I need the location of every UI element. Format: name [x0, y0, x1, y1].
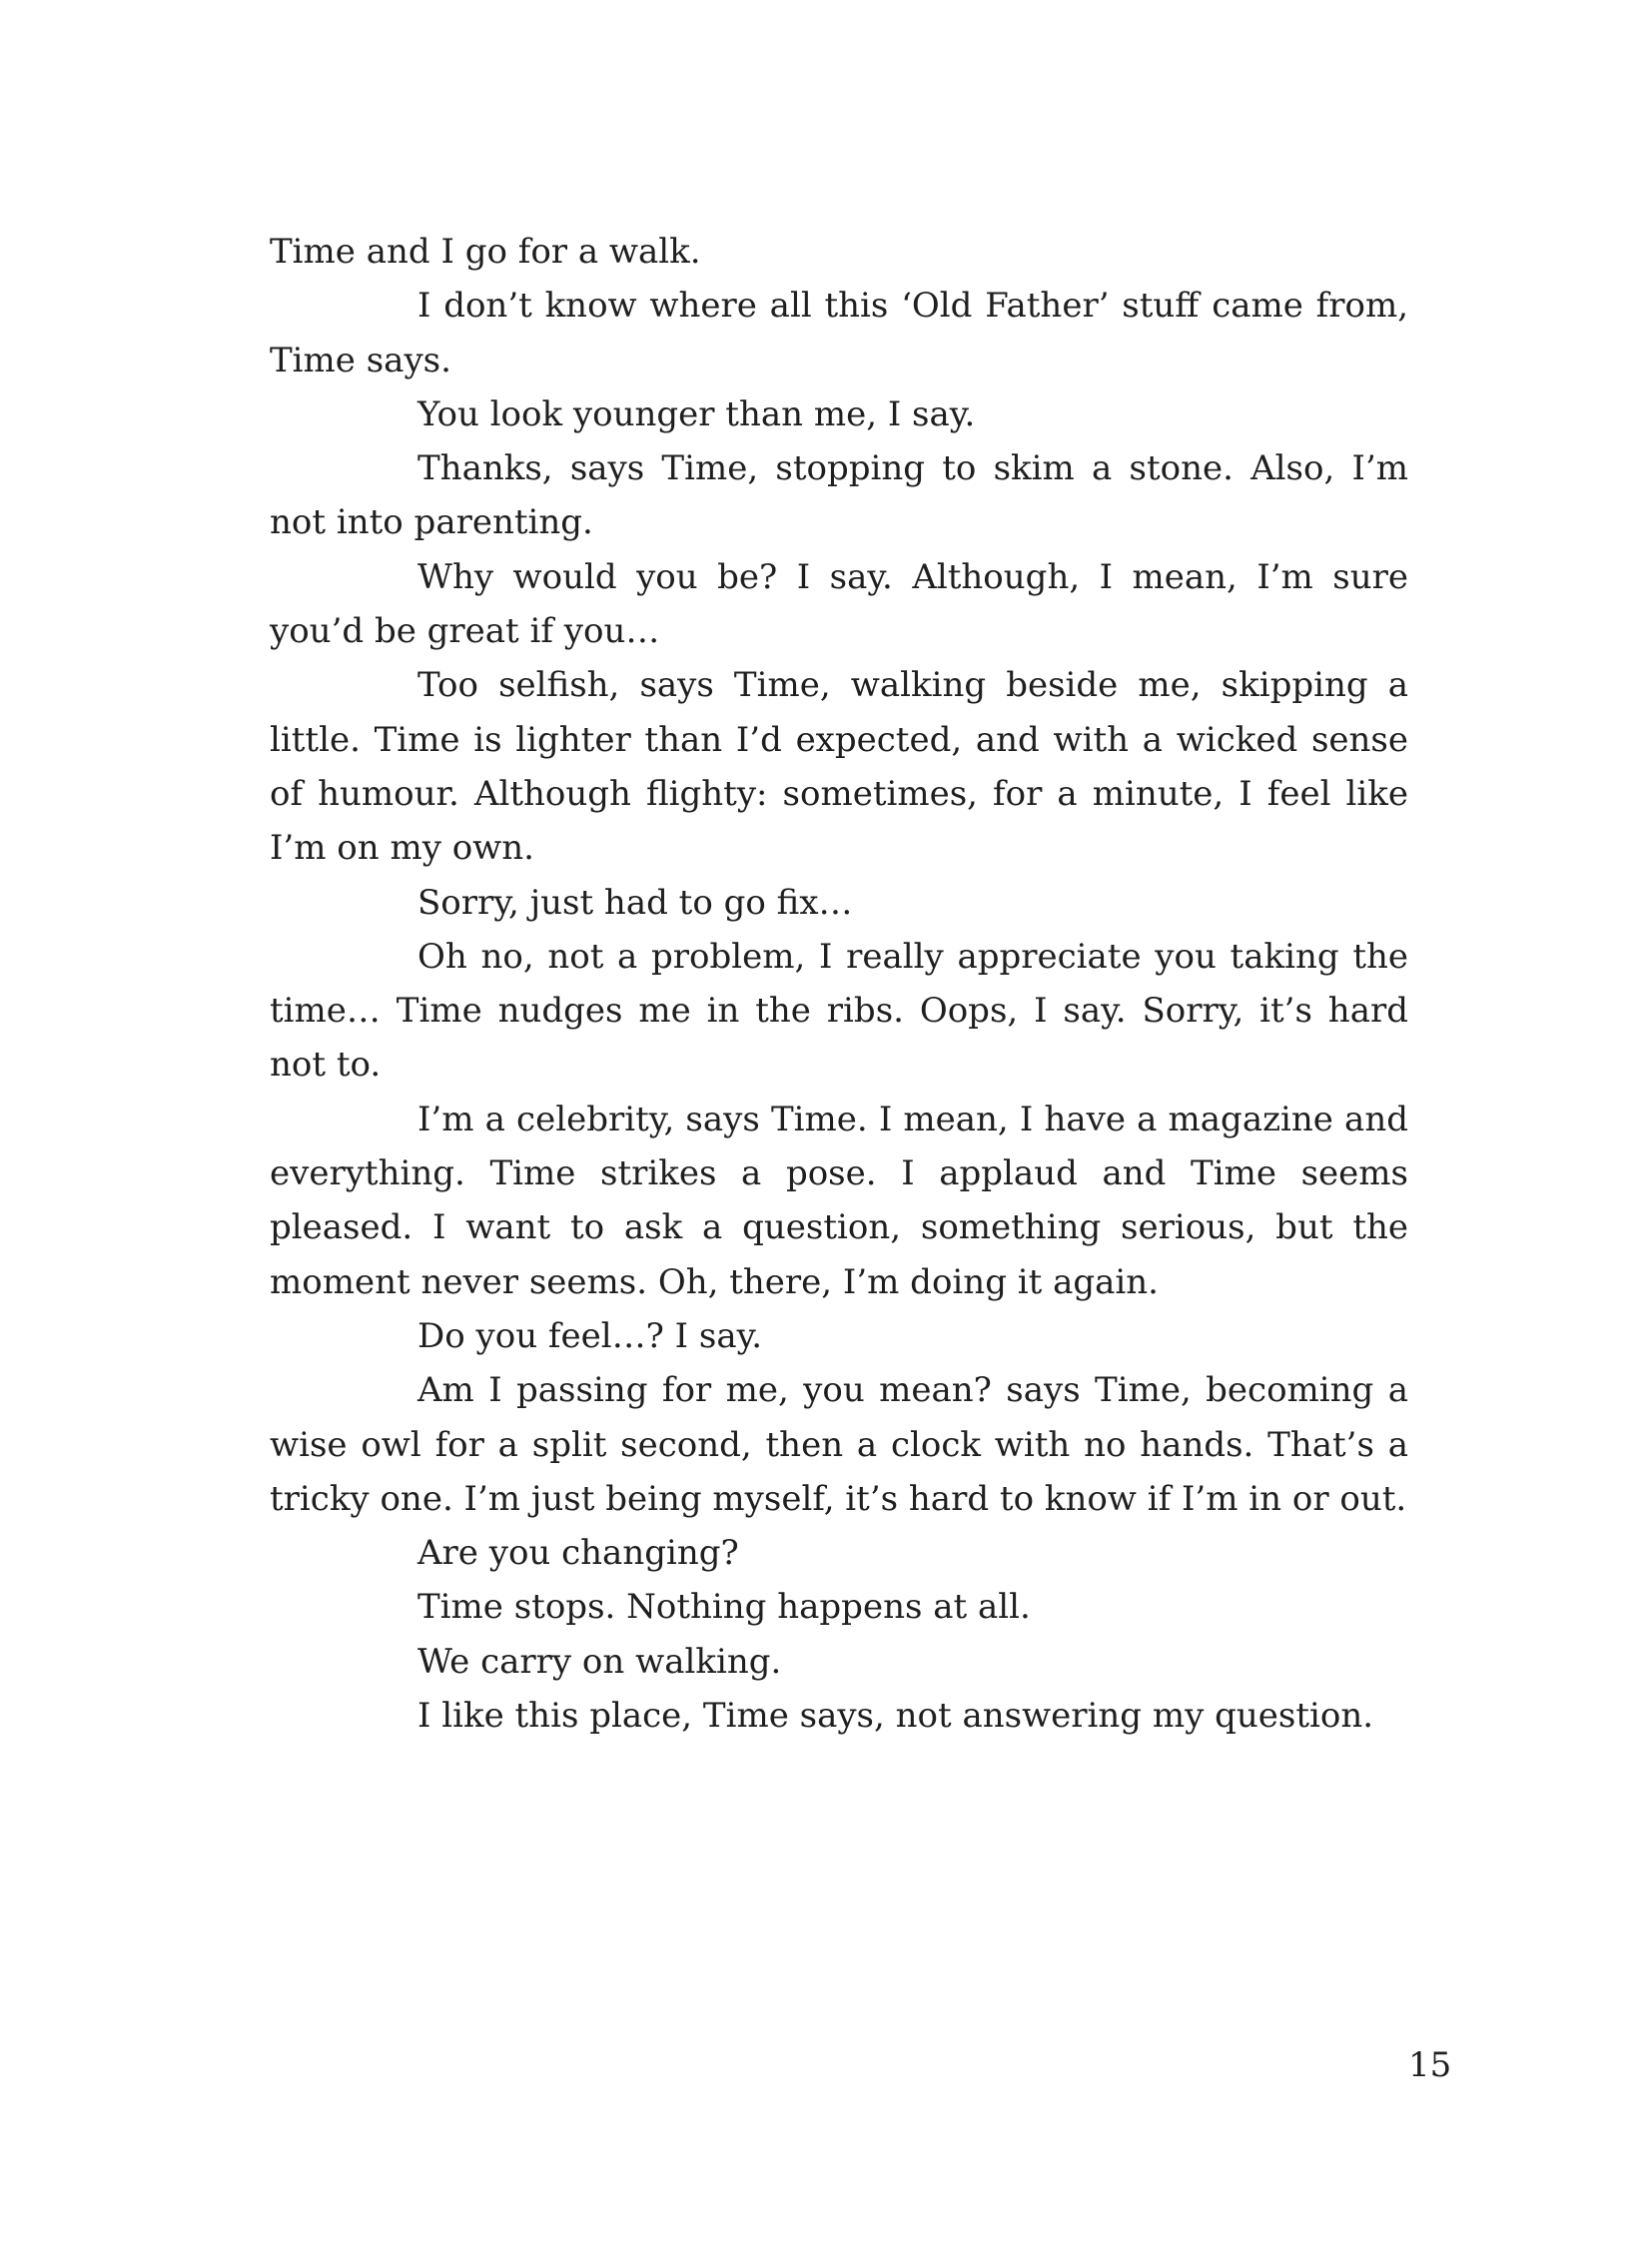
paragraph-7: Sorry, just had to go fix… [417, 882, 853, 923]
paragraph-2: I don’t know where all this ‘Old Father’ stuff came from, Time says. [270, 286, 1408, 380]
paragraph-8: Oh no, not a problem, I really appreciate you taking the time… Time nudges me in the ribs. Oops, I say. Sorry, it’s hard not to. [270, 936, 1408, 1086]
paragraph-11: Am I passing for me, you mean? says Time, becoming a wise owl for a split second, then a clock with no hands. That’s a tricky one. I’m just being myself, it’s hard to know if I’m in or out. [270, 1370, 1408, 1519]
paragraph-5: Why would you be? I say. Although, I mean, I’m sure you’d be great if you… [270, 556, 1408, 652]
paragraph-9: I’m a celebrity, says Time. I mean, I have a magazine and everything. Time strikes a pose. I applaud and Time seems pleased. I want to ask a question, something serious, but the moment never seems. Oh, there, I’m doing it again. [270, 1099, 1408, 1302]
paragraph-12: Are you changing? [417, 1533, 739, 1574]
paragraph-13: Time stops. Nothing happens at all. [417, 1587, 1031, 1628]
paragraph-10: Do you feel…? I say. [417, 1315, 763, 1356]
paragraph-6: Too selfish, says Time, walking beside me, skipping a little. Time is lighter than I’d expected, and with a wicked sense of humour. Although flighty: sometimes, for a minute, I feel like I’m on my own. [270, 665, 1408, 869]
paragraph-1: Time and I go for a walk. [270, 232, 701, 272]
paragraph-15: I like this place, Time says, not answering my question. [417, 1696, 1374, 1737]
body-text [270, 225, 1408, 1743]
paragraph-14: We carry on walking. [417, 1641, 782, 1682]
paragraph-3: You look younger than me, I say. [417, 393, 976, 434]
page-number: 15 [1408, 2045, 1452, 2085]
paragraph-4: Thanks, says Time, stopping to skim a stone. Also, I’m not into parenting. [270, 448, 1408, 543]
